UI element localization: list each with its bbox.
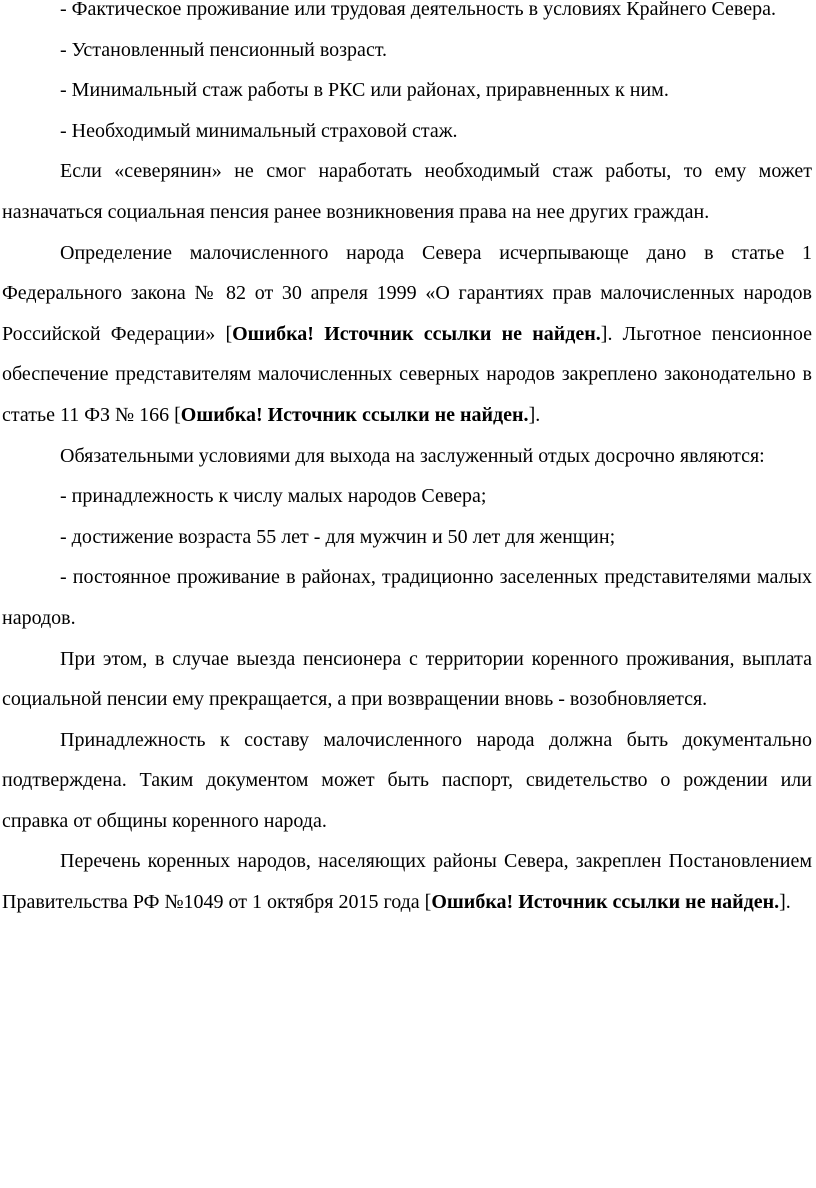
paragraph-documentary-proof: Принадлежность к составу малочисленного народа должна быть документально подтверждена. Таким документом может быть паспорт, свидетельство о рождении или справка от общины коренного народа. xyxy=(2,728,812,832)
paragraph-text: Определение малочисленного народа Севера исчерпывающе дано в статье 1 Федерального закона № 82 от 30 апреля 1999 «О гарантиях прав малочисленных народов Российской Федерации» [ xyxy=(2,241,812,345)
paragraph-social-pension: Если «северянин» не смог наработать необходимый стаж работы, то ему может назначаться социальная пенсия ранее возникновения права на нее других граждан. xyxy=(2,160,812,223)
paragraph-text: Перечень коренных народов, населяющих районы Севера, закреплен Постановлением Правительства РФ №1049 от 1 октября 2015 года [ xyxy=(2,850,812,914)
paragraph-condition-north-residence: - Фактическое проживание или трудовая деятельность в условиях Крайнего Севера. xyxy=(60,0,777,20)
paragraph-indigenous-list xyxy=(2,841,812,922)
paragraph-departure-rule: При этом, в случае выезда пенсионера с территории коренного проживания, выплата социальной пенсии ему прекращается, а при возвращении вновь - возобновляется. xyxy=(2,647,812,711)
paragraph-condition-pension-age: - Установленный пенсионный возраст. xyxy=(60,38,388,61)
paragraph-condition-age: - достижение возраста 55 лет - для мужчин и 50 лет для женщин; xyxy=(60,525,616,548)
paragraph-text: ]. Льготное пенсионное обеспечение представителям малочисленных северных народов закреплено законодательно в статье 11 ФЗ № 166 [ xyxy=(2,322,812,426)
paragraph-condition-belonging: - принадлежность к числу малых народов Севера; xyxy=(60,485,487,508)
paragraph-condition-insurance-experience: - Необходимый минимальный страховой стаж. xyxy=(60,119,458,142)
reference-error: Ошибка! Источник ссылки не найден. xyxy=(180,403,529,426)
paragraph-small-peoples-definition xyxy=(2,233,812,436)
reference-error: Ошибка! Источник ссылки не найден. xyxy=(232,322,601,345)
paragraph-condition-permanent-residence: - постоянное проживание в районах, традиционно заселенных представителями малых народов. xyxy=(2,566,812,629)
paragraph-text: ]. xyxy=(528,403,541,426)
reference-error: Ошибка! Источник ссылки не найден. xyxy=(431,891,780,914)
paragraph-mandatory-conditions: Обязательными условиями для выхода на заслуженный отдых досрочно являются: xyxy=(60,444,765,467)
paragraph-condition-min-work-experience: - Минимальный стаж работы в РКС или районах, приравненных к ним. xyxy=(60,79,669,102)
paragraph-text: ]. xyxy=(779,891,791,914)
